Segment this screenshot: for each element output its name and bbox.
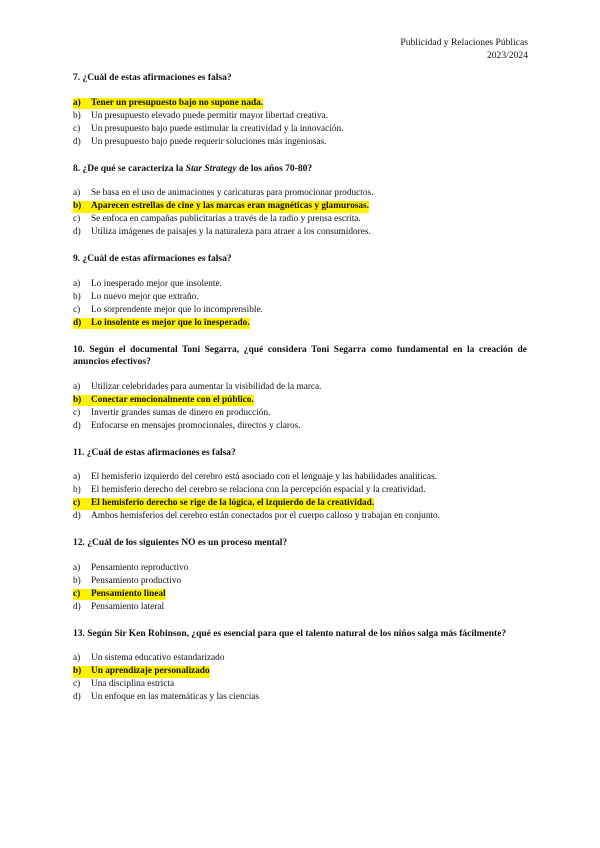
option-b: [73, 576, 527, 589]
option-letter: d): [73, 227, 81, 237]
option-letter: b): [73, 485, 81, 495]
option-d: [73, 318, 527, 331]
option-letter: c): [73, 589, 91, 601]
option-b: [73, 666, 527, 679]
option-text: Lo insolente es mejor que lo inesperado.: [91, 317, 250, 328]
option-text: Lo nuevo mejor que extraño.: [91, 291, 199, 302]
option-text: Un presupuesto bajo puede estimular la creatividad y la innovación.: [91, 123, 344, 134]
question-title-emphasis: Star Strategy: [185, 163, 237, 174]
option-d: [73, 602, 527, 615]
option-text: Pensamiento lateral: [91, 601, 165, 612]
option-c: [73, 214, 527, 227]
option-text: Un aprendizaje personalizado: [91, 666, 210, 676]
option-text: Ambos hemisferios del cerebro están conectados por el cuerpo calloso y trabajan en conjunto.: [91, 511, 441, 521]
option-a: [73, 279, 527, 292]
option-text: Utiliza imágenes de paisajes y la naturaleza para atraer a los consumidores.: [91, 227, 371, 237]
option-text: Pensamiento productivo: [91, 575, 182, 586]
option-letter: c): [73, 123, 81, 134]
option-letter: d): [73, 692, 81, 702]
option-text: Lo inesperado mejor que insolente.: [91, 278, 222, 289]
question-9: [73, 253, 527, 331]
option-letter: b): [73, 666, 91, 678]
option-letter: a): [73, 562, 81, 573]
option-d: [73, 511, 527, 524]
question-title: [73, 163, 527, 176]
option-text: El hemisferio derecho se rige de la lógica, el izquierdo de la creatividad.: [91, 498, 375, 508]
option-letter: a): [73, 98, 91, 110]
option-b: [73, 395, 527, 408]
question-10: [73, 344, 527, 434]
option-b: [73, 292, 527, 305]
question-title-pre: 8. ¿De qué se caracteriza la: [73, 163, 186, 174]
question-title: 11. ¿Cuál de estas afirmaciones es falsa?: [73, 447, 236, 458]
option-letter: b): [73, 395, 91, 407]
option-letter: c): [73, 407, 81, 418]
option-d: [73, 137, 527, 150]
option-letter: d): [73, 601, 81, 612]
option-text: Un sistema educativo estandarizado: [91, 653, 225, 663]
option-letter: a): [73, 472, 81, 482]
option-text: Lo sorprendente mejor que lo incomprensible.: [91, 304, 263, 315]
question-title: 12. ¿Cuál de los siguientes NO es un proceso mental?: [73, 538, 288, 548]
question-13: [73, 628, 527, 706]
option-text: Enfocarse en mensajes promocionales, directos y claros.: [91, 420, 301, 431]
option-b: [73, 485, 527, 498]
option-letter: a): [73, 653, 81, 663]
option-b: [73, 111, 527, 124]
question-11: [73, 447, 527, 525]
option-a: [73, 472, 527, 485]
option-text: Pensamiento lineal: [91, 588, 166, 599]
option-c: [73, 589, 527, 602]
option-c: [73, 305, 527, 318]
question-title: 7. ¿Cuál de estas afirmaciones es falsa?: [73, 73, 232, 83]
option-text: Tener un presupuesto bajo no supone nada.: [91, 97, 264, 108]
option-letter: a): [73, 188, 81, 198]
option-letter: a): [73, 278, 81, 289]
option-letter: b): [73, 575, 81, 586]
question-list: [73, 72, 527, 718]
option-text: Se enfoca en campañas publicitarias a través de la radio y prensa escrita.: [91, 214, 361, 224]
option-text: El hemisferio izquierdo del cerebro está asociado con el lenguaje y las habilidades analíticas.: [91, 472, 437, 482]
option-text: Invertir grandes sumas de dinero en producción.: [91, 407, 271, 418]
option-text: El hemisferio derecho del cerebro se relaciona con la percepción espacial y la creatividad.: [91, 485, 426, 495]
option-text: Una disciplina estricta: [91, 679, 175, 689]
question-7: [73, 72, 527, 150]
option-d: [73, 421, 527, 434]
option-c: [73, 124, 527, 137]
option-text: Conectar emocionalmente con el público.: [91, 394, 254, 405]
option-c: [73, 498, 527, 511]
option-b: [73, 201, 527, 214]
question-title-post: de los años 70-80?: [236, 163, 313, 174]
option-a: [73, 98, 527, 111]
option-letter: d): [73, 511, 81, 521]
option-letter: b): [73, 291, 81, 302]
option-letter: c): [73, 679, 81, 689]
question-title: 9. ¿Cuál de estas afirmaciones es falsa?: [73, 254, 232, 264]
option-c: [73, 408, 527, 421]
option-text: Utilizar celebridades para aumentar la visibilidad de la marca.: [91, 381, 322, 392]
option-text: Un presupuesto elevado puede permitir mayor libertad creativa.: [91, 110, 328, 121]
option-letter: b): [73, 110, 81, 121]
header-subject: Publicidad y Relaciones Públicas: [400, 37, 528, 48]
option-letter: d): [73, 318, 91, 330]
option-letter: c): [73, 498, 91, 510]
option-text: Un enfoque en las matemáticas y las ciencias: [91, 692, 260, 702]
option-a: [73, 653, 527, 666]
question-8: [73, 163, 527, 241]
option-letter: d): [73, 136, 81, 147]
option-letter: c): [73, 214, 81, 224]
option-a: [73, 382, 527, 395]
question-title: 13. Según Sir Ken Robinson, ¿qué es esencial para que el talento natural de los niños salga más fácilmente?: [73, 628, 507, 639]
option-d: [73, 227, 527, 240]
option-text: Pensamiento reproductivo: [91, 562, 189, 573]
option-text: Se basa en el uso de animaciones y caricaturas para promocionar productos.: [91, 188, 374, 198]
option-a: [73, 563, 527, 576]
question-12: [73, 537, 527, 615]
page-header: [400, 36, 528, 62]
option-text: Un presupuesto bajo puede requerir soluciones más ingeniosas.: [91, 136, 327, 147]
option-c: [73, 679, 527, 692]
header-year: 2023/2024: [486, 50, 528, 61]
option-text: Aparecen estrellas de cine y las marcas eran magnéticas y glamurosas.: [91, 201, 369, 211]
option-letter: d): [73, 420, 81, 431]
question-title: 10. Según el documental Toni Segarra, ¿qué considera Toni Segarra como fundamental en la creación de anuncios efectivos?: [73, 344, 527, 367]
option-a: [73, 188, 527, 201]
option-letter: b): [73, 201, 91, 213]
option-letter: a): [73, 381, 81, 392]
option-d: [73, 692, 527, 705]
option-letter: c): [73, 304, 81, 315]
